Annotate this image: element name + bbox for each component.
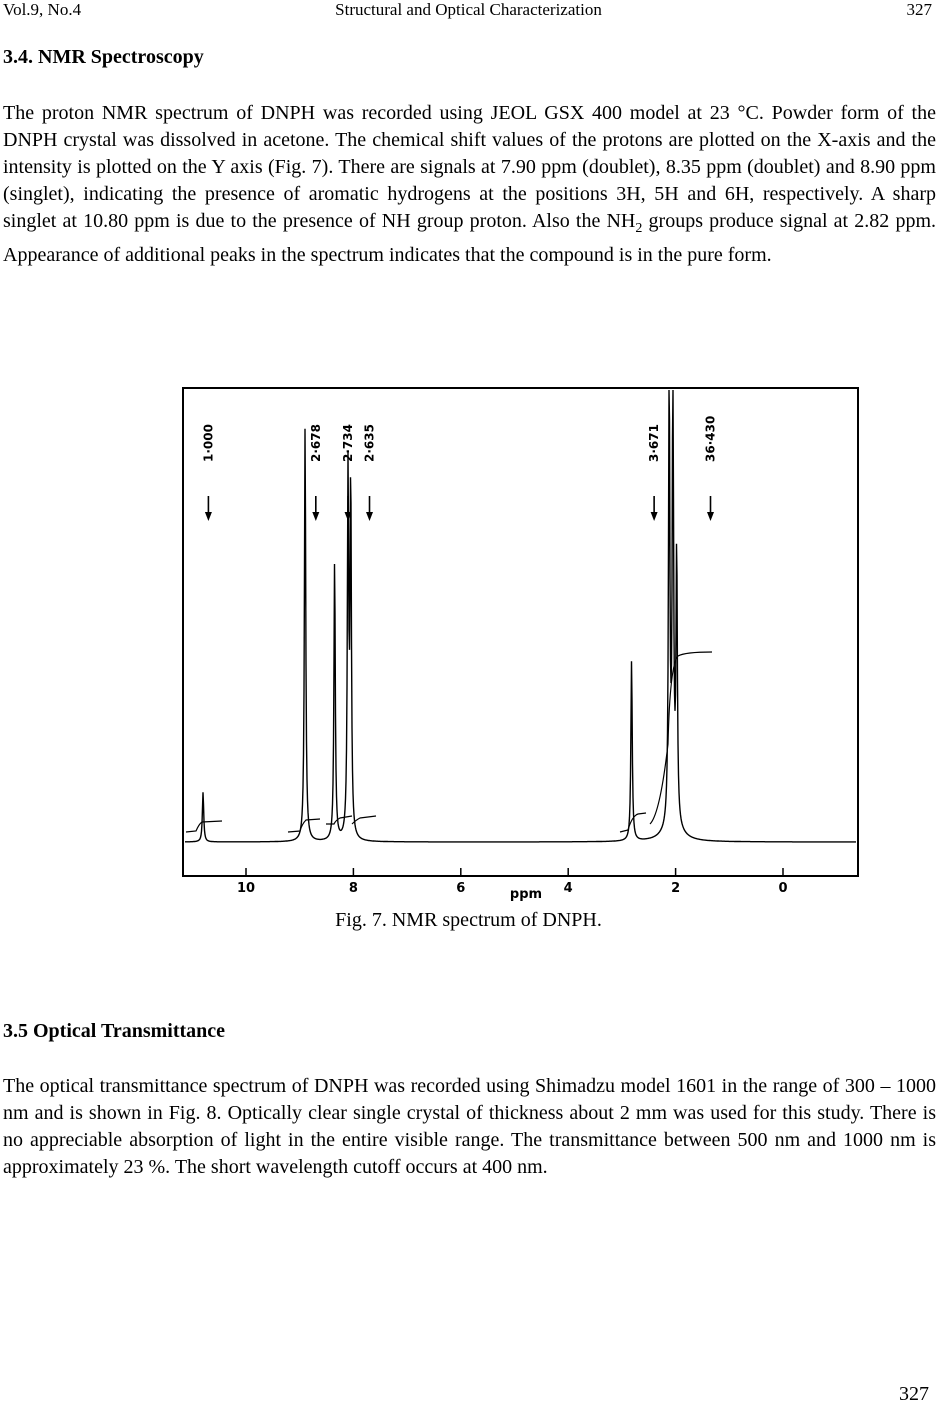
section-heading-optical: 3.5 Optical Transmittance xyxy=(3,1020,226,1042)
integral-label: 1·000 xyxy=(201,424,216,462)
page-number: 327 xyxy=(899,1383,929,1405)
integral-label: 2·635 xyxy=(362,424,377,462)
integral-marker xyxy=(363,424,377,521)
running-head xyxy=(3,0,934,24)
integral-label: 2·678 xyxy=(308,424,323,462)
x-tick-label: 0 xyxy=(778,881,788,896)
optical-paragraph: The optical transmittance spectrum of DNPH was recorded using Shimadzu model 1601 in the range of 300 – 1000 nm and is shown in Fig. 8. Optically clear single crystal of thickness about 2 mm was used for this study. There is no appreciable absorption of light in the entire visible range. The transmittance between 500 nm and 1000 nm is approximately 23 %. The short wavelength cutoff occurs at 400 nm. xyxy=(3,1075,936,1178)
figure-7-nmr-spectrum xyxy=(180,384,862,904)
spectrum-trace xyxy=(185,390,856,842)
integral-marker xyxy=(309,424,323,521)
header-page-number: 327 xyxy=(906,0,932,19)
integral-marker xyxy=(647,424,661,521)
journal-volume: Vol.9, No.4 xyxy=(3,0,82,19)
nmr-chart xyxy=(180,384,862,904)
nmr-text-1: The proton NMR spectrum of DNPH was recorded using JEOL GSX 400 model at 23 °C. Powder form of the DNPH crystal was dissolved in acetone. The chemical shift values of the protons are plotted on the X-axis and the intensity is plotted on the Y axis (Fig. 7). There are signals at 7.90 ppm (doublet), 8.35 ppm (doublet) and 8.90 ppm (singlet), indicating the presence of aromatic hydrogens at the positions 3H, 5H and 6H, respectively. A sharp singlet at 10.80 ppm is due to the presence of NH group proton. Also the NH xyxy=(3,102,936,232)
x-tick-label: 2 xyxy=(671,881,681,896)
x-tick-label: 10 xyxy=(236,881,256,896)
integral-curve-4 xyxy=(352,816,376,824)
figure-7-caption: Fig. 7. NMR spectrum of DNPH. xyxy=(335,909,602,931)
integral-label: 3·671 xyxy=(647,424,662,462)
x-tick-label: 4 xyxy=(563,881,573,896)
integral-marker xyxy=(201,424,215,521)
integral-label: 2·734 xyxy=(341,424,356,462)
section-heading-nmr: 3.4. NMR Spectroscopy xyxy=(3,46,204,68)
plot-frame xyxy=(183,388,858,876)
nmr-text-2: groups produce signal at 2.82 ppm. Appearance of additional peaks in the spectrum indicates that the compound is in the pure form. xyxy=(3,210,937,266)
integral-marker xyxy=(704,416,718,521)
integral-label: 36·430 xyxy=(703,415,718,462)
x-axis-label: ppm xyxy=(509,887,543,902)
integral-curve-3 xyxy=(326,816,352,824)
nmr-subscript: 2 xyxy=(635,221,643,236)
x-tick-label: 8 xyxy=(348,881,358,896)
nmr-paragraph xyxy=(3,100,936,269)
integral-curve-2 xyxy=(288,819,320,832)
running-title: Structural and Optical Characterization xyxy=(335,0,602,19)
integral-curve-6 xyxy=(650,652,712,824)
x-tick-label: 6 xyxy=(456,881,466,896)
